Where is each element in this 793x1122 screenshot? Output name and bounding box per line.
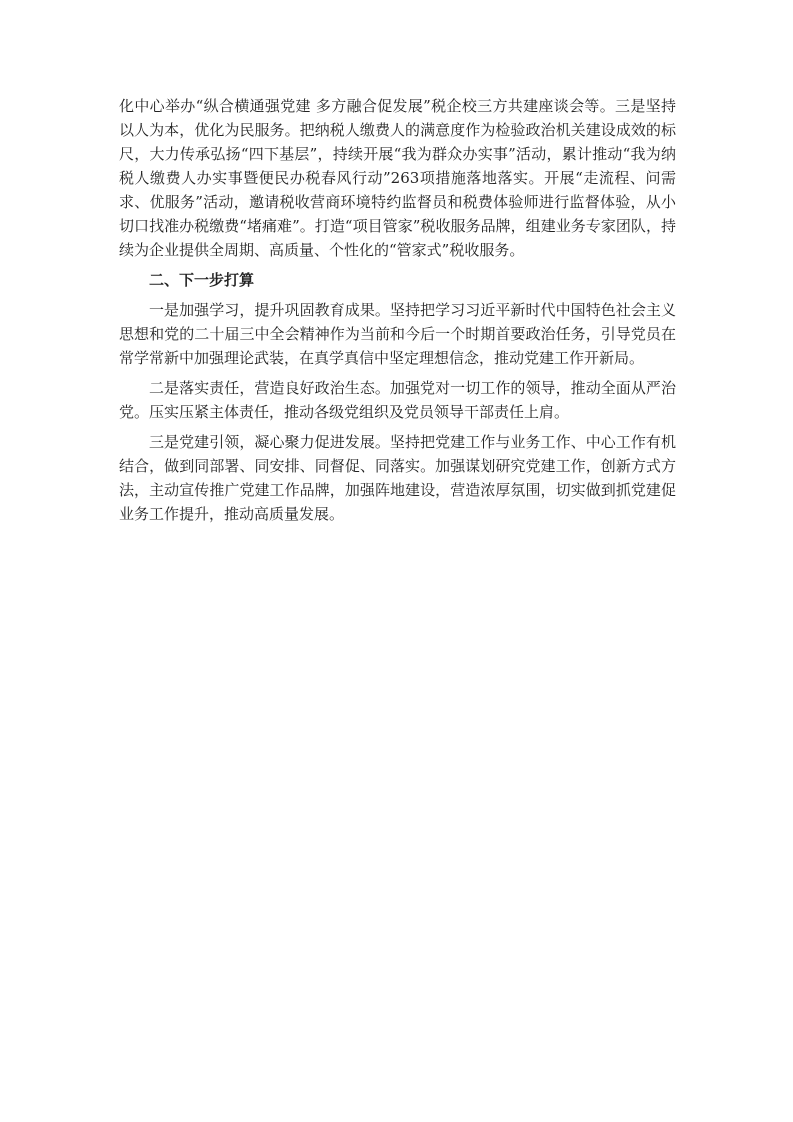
plan-paragraph-1: 一是加强学习，提升巩固教育成果。坚持把学习习近平新时代中国特色社会主义思想和党的二十届三中全会精神作为当前和今后一个时期首要政治任务，引导党员在常学常新中加强理论武装，在真学真信中坚定理想信念，推动党建工作开新局。 xyxy=(119,301,676,367)
section-heading: 二、下一步打算 xyxy=(149,271,255,289)
continued-paragraph: 化中心举办“纵合横通强党建 多方融合促发展”税企校三方共建座谈会等。三是坚持以人为本，优化为民服务。把纳税人缴费人的满意度作为检验政治机关建设成效的标尺，大力传承弘扬“四下基层”，持续开展“我为群众办实事”活动，累计推动“我为纳税人缴费人办实事暨便民办税春风行动”263项措施落地落实。开展“走流程、问需求、优服务”活动，邀请税收营商环境特约监督员和税费体验师进行监督体验，从小切口找准办税缴费“堵痛难”。打造“项目管家”税收服务品牌，组建业务专家团队，持续为企业提供全周期、高质量、个性化的“管家式”税收服务。 xyxy=(119,97,676,259)
document-body xyxy=(119,94,676,532)
plan-paragraph-2: 二是落实责任，营造良好政治生态。加强党对一切工作的领导，推动全面从严治党。压实压紧主体责任，推动各级党组织及党员领导干部责任上肩。 xyxy=(119,379,676,421)
plan-paragraph-3: 三是党建引领，凝心聚力促进发展。坚持把党建工作与业务工作、中心工作有机结合，做到同部署、同安排、同督促、同落实。加强谋划研究党建工作，创新方式方法，主动宣传推广党建工作品牌，加强阵地建设，营造浓厚氛围，切实做到抓党建促业务工作提升，推动高质量发展。 xyxy=(119,433,676,523)
